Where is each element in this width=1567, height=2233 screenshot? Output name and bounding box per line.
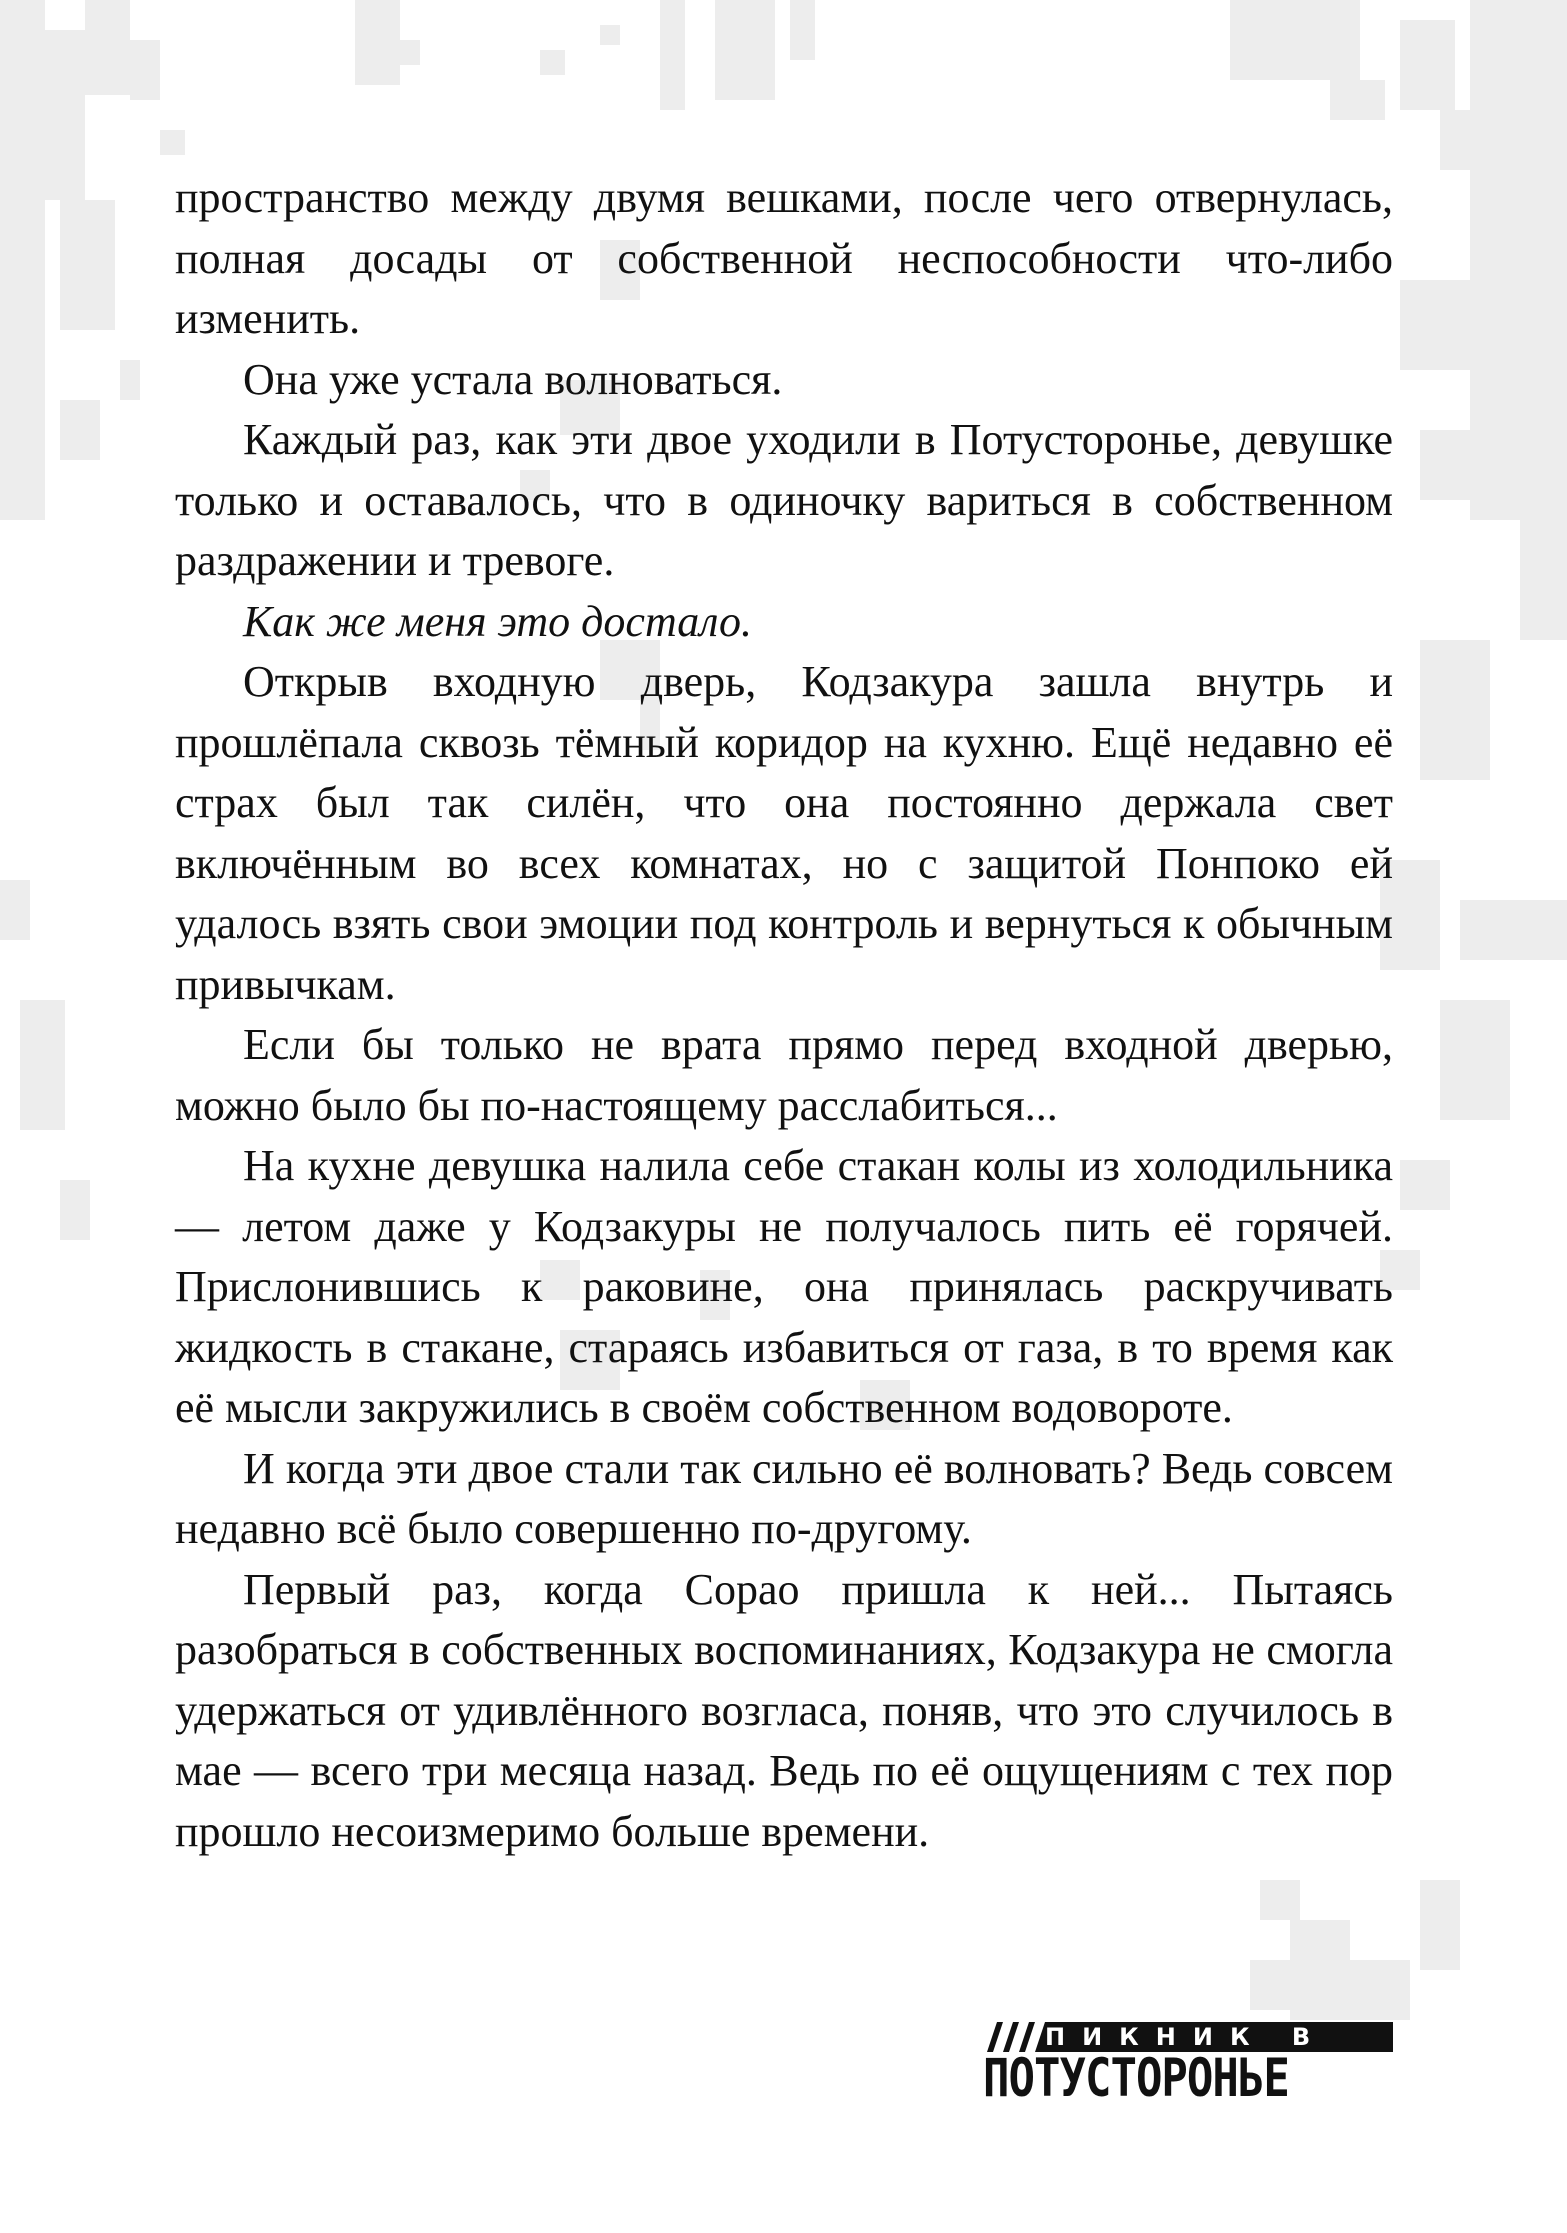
paragraph-italic-thought: Как же меня это достало. xyxy=(243,596,752,646)
paragraph: пространство между двумя вешками, после чего отвернулась, полная досады от собственной неспособности что-либо изменить. xyxy=(175,173,1393,343)
paragraph: Если бы только не врата прямо перед входной дверью, можно было бы по-настоящему расслабиться... xyxy=(175,1020,1393,1130)
logo-main-text: ПОТУСТОРОНЬЕ xyxy=(983,2047,1289,2109)
paragraph: И когда эти двое стали так сильно её волновать? Ведь совсем недавно всё было совершенно по-другому. xyxy=(175,1443,1393,1553)
paragraph: Каждый раз, как эти двое уходили в Потусторонье, девушке только и оставалось, что в одиночку вариться в собственном раздражении и тревоге. xyxy=(175,415,1393,585)
paragraph: Открыв входную дверь, Кодзакура зашла внутрь и прошлёпала сквозь тёмный коридор на кухню. Ещё недавно её страх был так силён, что она постоянно держала свет включённым во всех комнатах, но с защитой Понпоко ей удалось взять свои эмоции под контроль и вернуться к обычным привычкам. xyxy=(175,657,1393,1009)
paragraph: Первый раз, когда Сорао пришла к ней... Пытаясь разобраться в собственных воспоминаниях, Кодзакура не смогла удержаться от удивлённого возгласа, поняв, что это случилось в мае — всего три месяца назад. Ведь по её ощущениям с тех пор прошло несоизмеримо больше времени. xyxy=(175,1564,1393,1856)
paragraph: На кухне девушка налила себе стакан колы из холодильника — летом даже у Кодзакуры не получалось пить её горячей. Прислонившись к раковине, она принялась раскручивать жидкость в стакане, стараясь избавиться от газа, в то время как её мысли закружились в своём собственном водовороте. xyxy=(175,1141,1393,1432)
page-body-text xyxy=(175,168,1393,1862)
series-logo xyxy=(983,2022,1393,2109)
logo-top-text: ПИКНИК В xyxy=(1045,2023,1328,2051)
paragraph: Она уже устала волноваться. xyxy=(243,354,783,404)
